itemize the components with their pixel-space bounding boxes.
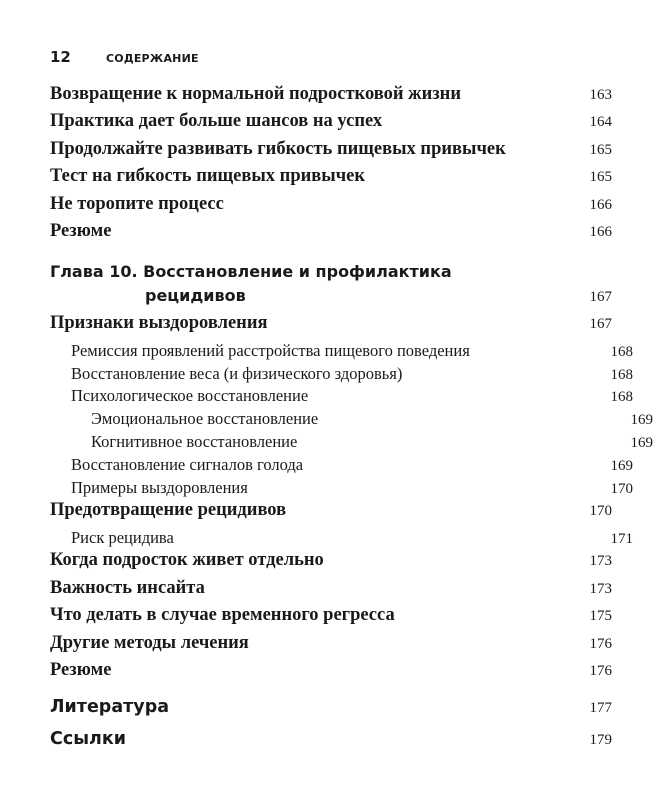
toc-entry[interactable] bbox=[50, 313, 612, 334]
toc-entry-page: 177 bbox=[589, 700, 612, 716]
toc-entry[interactable] bbox=[50, 660, 612, 681]
toc-subentry[interactable] bbox=[50, 478, 633, 498]
toc-subsubentry-title: Когнитивное восстановление bbox=[91, 432, 298, 451]
toc-entry[interactable] bbox=[50, 194, 612, 215]
toc-entry-page: 176 bbox=[589, 663, 612, 679]
toc-entry-page: 164 bbox=[589, 114, 612, 130]
toc-entry-page: 168 bbox=[610, 389, 633, 405]
toc-entry-page: 169 bbox=[630, 435, 653, 451]
toc-entry-page: 167 bbox=[589, 289, 612, 305]
toc-entry-title: Практика дает больше шансов на успех bbox=[50, 111, 383, 131]
toc-entry-page: 165 bbox=[589, 142, 612, 158]
toc-entry-page: 179 bbox=[589, 732, 612, 748]
toc-entry-page: 163 bbox=[589, 87, 612, 103]
toc-subentry-title: Ремиссия проявлений расстройства пищевого поведения bbox=[71, 341, 470, 360]
toc-subentry[interactable] bbox=[50, 341, 633, 361]
section-name: СОДЕРЖАНИЕ bbox=[106, 52, 199, 65]
toc-entry-title: Резюме bbox=[50, 660, 112, 680]
toc-entry-title: Признаки выздоровления bbox=[50, 313, 268, 333]
toc-back-matter-entry[interactable] bbox=[50, 697, 612, 717]
toc-entry-page: 167 bbox=[589, 316, 612, 332]
toc-entry-page: 166 bbox=[589, 197, 612, 213]
toc-subentry-title: Восстановление веса (и физического здоровья) bbox=[71, 364, 403, 383]
toc-subsubentry[interactable] bbox=[50, 409, 653, 429]
toc-entry[interactable] bbox=[50, 605, 612, 626]
toc-subsubentry[interactable] bbox=[50, 432, 653, 452]
chapter-title-continuation[interactable] bbox=[50, 286, 612, 306]
toc-entry-page: 168 bbox=[610, 367, 633, 383]
toc-entry-title: Литература bbox=[50, 697, 170, 717]
toc-entry[interactable] bbox=[50, 111, 612, 132]
toc-entry-page: 173 bbox=[589, 553, 612, 569]
toc-subentry[interactable] bbox=[50, 455, 633, 475]
toc-entry[interactable] bbox=[50, 84, 612, 105]
toc-entry-page: 169 bbox=[630, 412, 653, 428]
toc-back-matter-entry[interactable] bbox=[50, 729, 612, 749]
toc-entry-title: Не торопите процесс bbox=[50, 194, 224, 214]
toc-entry-title: Когда подросток живет отдельно bbox=[50, 550, 324, 570]
toc-entry-title: Другие методы лечения bbox=[50, 633, 249, 653]
toc-entry[interactable] bbox=[50, 166, 612, 187]
toc-entry[interactable] bbox=[50, 550, 612, 571]
toc-entry-page: 176 bbox=[589, 636, 612, 652]
toc-subentry-title: Психологическое восстановление bbox=[71, 386, 309, 405]
toc-subentry[interactable] bbox=[50, 528, 633, 548]
toc-subentry-title: Восстановление сигналов голода bbox=[71, 455, 304, 474]
toc-subentry-title: Риск рецидива bbox=[71, 528, 174, 547]
toc-subentry[interactable] bbox=[50, 386, 633, 406]
toc-subsubentry-title: Эмоциональное восстановление bbox=[91, 409, 319, 428]
toc-subentry-title: Примеры выздоровления bbox=[71, 478, 248, 497]
toc-entry-page: 169 bbox=[610, 458, 633, 474]
toc-entry[interactable] bbox=[50, 139, 612, 160]
toc-entry-title: Резюме bbox=[50, 221, 112, 241]
toc-entry[interactable] bbox=[50, 500, 612, 521]
toc-entry-title: Ссылки bbox=[50, 729, 126, 749]
toc-entry-title: Что делать в случае временного регресса bbox=[50, 605, 395, 625]
running-header bbox=[50, 48, 199, 66]
toc-entry-page: 168 bbox=[610, 344, 633, 360]
toc-entry-title: Важность инсайта bbox=[50, 578, 205, 598]
toc-entry-title: Предотвращение рецидивов bbox=[50, 500, 287, 520]
toc-subentry[interactable] bbox=[50, 364, 633, 384]
toc-entry-page: 171 bbox=[610, 531, 633, 547]
toc-entry-page: 170 bbox=[610, 481, 633, 497]
toc-entry[interactable] bbox=[50, 578, 612, 599]
toc-entry[interactable] bbox=[50, 633, 612, 654]
toc-entry-page: 173 bbox=[589, 581, 612, 597]
toc-entry[interactable] bbox=[50, 221, 612, 242]
toc-entry-title: Продолжайте развивать гибкость пищевых привычек bbox=[50, 139, 506, 159]
chapter-title-line2: рецидивов bbox=[145, 286, 246, 305]
toc-entry-page: 166 bbox=[589, 224, 612, 240]
toc-entry-page: 165 bbox=[589, 169, 612, 185]
chapter-title[interactable]: Глава 10. Восстановление и профилактика bbox=[50, 262, 452, 281]
page-number: 12 bbox=[50, 48, 71, 66]
toc-entry-title: Тест на гибкость пищевых привычек bbox=[50, 166, 366, 186]
toc-entry-page: 175 bbox=[589, 608, 612, 624]
toc-entry-page: 170 bbox=[589, 503, 612, 519]
toc-entry-title: Возвращение к нормальной подростковой жизни bbox=[50, 84, 461, 104]
